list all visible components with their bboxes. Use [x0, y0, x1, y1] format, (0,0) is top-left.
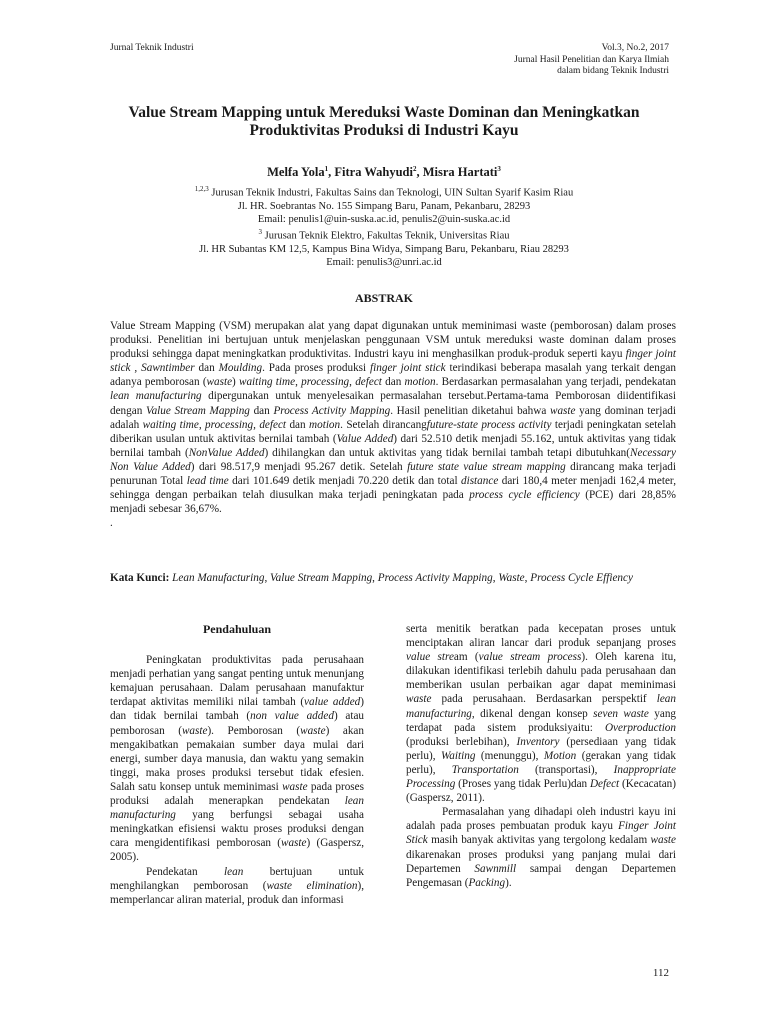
- author-3-sup: 3: [497, 165, 501, 173]
- keywords: Kata Kunci: Lean Manufacturing, Value Stream Mapping, Process Activity Mapping, Waste, Process Cycle Effiency: [110, 572, 633, 584]
- abstract-heading: ABSTRAK: [354, 291, 413, 305]
- author-1-sup: 1: [324, 165, 329, 173]
- author-2: Fitra Wahyudi: [334, 165, 413, 180]
- affiliation-sup-2: 3: [258, 228, 262, 237]
- affiliation-line-5: Jl. HR Subantas KM 12,5, Kampus Bina Widya, Simpang Baru, Pekanbaru, Riau 28293: [199, 244, 569, 256]
- journal-info: [514, 43, 669, 78]
- affiliation-line-4: [90, 226, 678, 243]
- paper-title: [90, 104, 678, 139]
- title-line-2: Produktivitas Produksi di Industri Kayu: [249, 121, 519, 139]
- affiliation-sup-1: 1,2,3: [194, 185, 209, 193]
- affiliation-line-3: Email: penulis1@uin-suska.ac.id, penulis2@uin-suska.ac.id: [257, 214, 511, 226]
- left-paragraph-1: Peningkatan produktivitas pada perusahaan menjadi perhatian yang sangat penting untuk menunjang kemajuan perusahaan. Dalam perusahaan manufaktur terdapat aktivitas memiliki nilai tambah (value added) dan tidak bernilai tambah (non value added) atau pemborosan (waste). Pemborosan (waste) akan mengakibatkan pemakaian sumber daya mulai dari energi, sumber daya manusia, dan waktu yang semakin tinggi, maka proses produksi tersebut tidak efesien. Salah satu konsep untuk meminimasi waste pada proses produksi adalah menerapkan pendekatan lean manufacturing yang berfungsi sebagai usaha meningkatkan efisiensi waktu proses produksi dengan cara mengidentifikasi pemborosan (waste) (Gaspersz, 2005).: [110, 654, 364, 864]
- title-line-1: Value Stream Mapping untuk Mereduksi Waste Dominan dan Meningkatkan: [128, 104, 640, 121]
- abstract-body: [110, 319, 676, 530]
- journal-subtitle-2: dalam bidang Teknik Industri: [557, 66, 669, 76]
- author-1: Melfa Yola: [267, 165, 325, 180]
- affiliation-text-1: Jurusan Teknik Industri, Fakultas Sains dan Teknologi, UIN Sultan Syarif Kasim Riau: [208, 187, 574, 199]
- journal-subtitle-1: Jurnal Hasil Penelitian dan Karya Ilmiah: [514, 54, 669, 65]
- author-3: Misra Hartati: [422, 165, 498, 180]
- section-heading-pendahuluan: Pendahuluan: [202, 622, 272, 636]
- left-column: [110, 622, 364, 907]
- abstract-dot: .: [110, 517, 113, 530]
- affiliation-line-6: Email: penulis3@unri.ac.id: [326, 257, 442, 269]
- page-number: 112: [652, 967, 669, 979]
- affiliation-text-4: Jurusan Teknik Elektro, Fakultas Teknik, Universitas Riau: [262, 230, 510, 242]
- journal-name: Jurnal Teknik Industri: [110, 43, 194, 53]
- left-paragraph-2: Pendekatan lean bertujuan untuk menghilangkan pemborosan (waste elimination), memperlancar aliran material, produk dan informasi: [110, 865, 364, 906]
- abstract-paragraph: Value Stream Mapping (VSM) merupakan alat yang dapat digunakan untuk meminimasi waste (pemborosan) dalam proses produksi. Penelitian ini bertujuan untuk menjelaskan penggunaan VSM untuk mereduksi waste dominan dalam proses produksi sehingga dapat meningkatkan produktivitas. Industri kayu ini menghasilkan produk-produk seperti kayu finger joint stick , Sawntimber dan Moulding. Pada proses produksi finger joint stick terindikasi beberapa masalah yang terkait dengan adanya pemborosan (waste) waiting time, processing, defect dan motion. Berdasarkan permasalahan yang terjadi, pendekatan lean manufacturing dipergunakan untuk menyelesaikan permasalahan tersebut.Pertama-tama Pemborosan diidentifikasi dengan Value Stream Mapping dan Process Activity Mapping. Hasil penelitian diketahui bahwa waste yang dominan terjadi adalah waiting time, processing, defect dan motion. Setelah dirancangfuture-state process activity terjadi peningkatan setelah diberikan usulan untuk aktivitas bernilai tambah (Value Added) dari 52.510 detik menjadi 55.162, untuk aktivitas yang tidak bernilai tambah (NonValue Added) dihilangkan dan untuk aktivitas yang tidak bernilai tambah tetapi dibutuhkan(Necessary Non Value Added) dari 98.517,9 menjadi 95.267 detik. Setelah future state value stream mapping dirancang maka terjadi penurunan Total lead time dari 101.649 detik menjadi 70.220 detik dan total distance dari 180,4 meter menjadi 162,4 meter, sehingga dengan perbaikan telah diusulkan maka terjadi peningkatan pada process cycle efficiency (PCE) dari 28,85% menjadi sebesar 36,67%.: [110, 320, 677, 516]
- right-column: [406, 622, 676, 890]
- keywords-label: Kata Kunci:: [110, 572, 170, 584]
- volume: Vol.3, No.2, 2017: [601, 43, 669, 53]
- author-2-sup: 2: [412, 165, 417, 173]
- affiliation-line-1: [90, 183, 678, 200]
- right-paragraph-1: serta menitik beratkan pada kecepatan proses untuk menciptakan aliran lancar dari produk sepanjang proses value stream (value stream process). Oleh karena itu, dilakukan identifikasi terlebih dahulu pada perusahaan dan memberikan usulan perbaikan agar dapat meminimasi waste pada perusahaan. Berdasarkan perspektif lean manufacturing, dikenal dengan konsep seven waste yang terdapat pada sistem produksiyaitu: Overproduction (produksi berlebihan), Inventory (persediaan yang tidak perlu), Waiting (menunggu), Motion (gerakan yang tidak perlu), Transportation (transportasi), Inappropriate Processing (Proses yang tidak Perlu)dan Defect (Kecacatan) (Gaspersz, 2011).: [406, 623, 677, 805]
- author-list: Melfa Yola$^1$, Fitra Wahyudi$^2$, Misra Hartati$^3$: [267, 165, 501, 180]
- right-paragraph-2: Permasalahan yang dihadapi oleh industri kayu ini adalah pada proses pembuatan produk kayu Finger Joint Stick masih banyak aktivitas yang tergolong kedalam waste dikarenakan proses produksi yang panjang mulai dari Departemen Sawnmill sampai dengan Departemen Pengemasan (Packing).: [406, 806, 677, 889]
- affiliation-line-2: Jl. HR. Soebrantas No. 155 Simpang Baru, Panam, Pekanbaru, 28293: [237, 200, 531, 212]
- affiliations: [90, 183, 678, 270]
